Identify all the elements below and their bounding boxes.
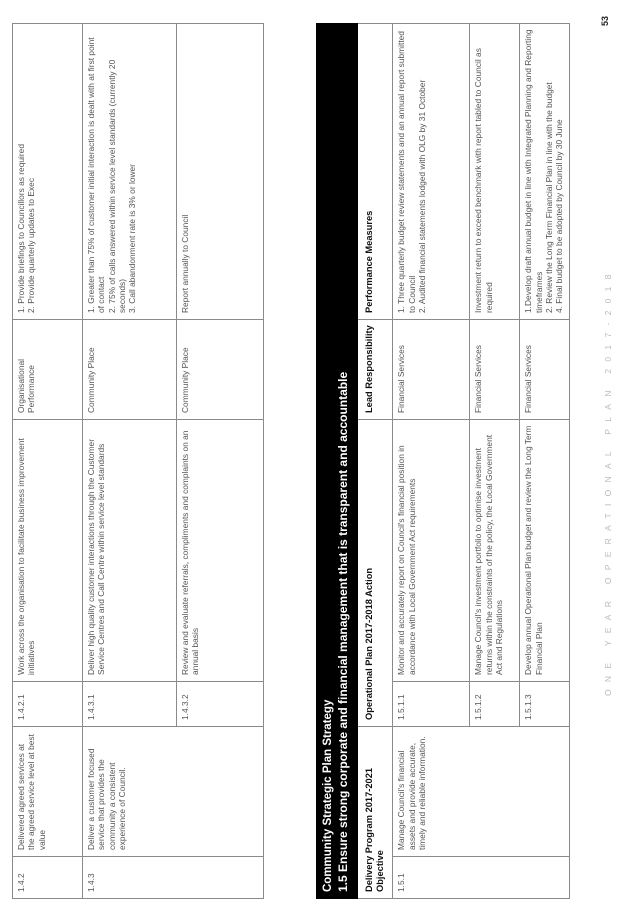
strategy-subtitle: 1.5 Ensure strong corporate and financial management that is transparent and accountable bbox=[335, 371, 350, 892]
lead-responsibility: Financial Services bbox=[393, 320, 470, 420]
header-objective: Delivery Program 2017-2021 Objective bbox=[357, 727, 393, 899]
measure-line: 2. Review the Long Term Financial Plan in line with the budget bbox=[543, 82, 554, 313]
action-text: Deliver high quality customer interactions through the Customer Service Centres and Call Centre within service level standards bbox=[83, 420, 177, 682]
action-text: Monitor and accurately report on Council's financial position in accordance with Local Government Act requirements bbox=[393, 420, 470, 682]
measure-line: 3. Call abandonment rate is 3% or lower bbox=[127, 164, 137, 313]
objective-text: Delivered agreed services at the agreed service level at best value bbox=[13, 727, 83, 857]
lead-responsibility: Community Place bbox=[177, 320, 264, 420]
performance-measures bbox=[177, 24, 264, 320]
lead-responsibility: Organisational Performance bbox=[13, 320, 83, 420]
objective-code: 1.4.2 bbox=[13, 857, 83, 899]
action-code: 1.5.1.2 bbox=[470, 682, 520, 727]
bottom-table bbox=[316, 23, 570, 899]
strategy-heading bbox=[317, 23, 358, 898]
table-row bbox=[393, 23, 470, 898]
header-action: Operational Plan 2017-2018 Action bbox=[357, 420, 393, 727]
lead-responsibility: Financial Services bbox=[470, 320, 520, 420]
action-code: 1.5.1.1 bbox=[393, 682, 470, 727]
measure-line: Investment return to exceed benchmark with report tabled to Council as required bbox=[473, 48, 494, 313]
lead-responsibility: Community Place bbox=[83, 320, 177, 420]
action-code: 1.4.3.2 bbox=[177, 682, 264, 727]
measure-line: 2. Audited financial statements lodged with OLG by 31 October bbox=[416, 79, 427, 313]
performance-measures bbox=[13, 24, 83, 320]
performance-measures bbox=[393, 23, 470, 319]
table-row bbox=[83, 24, 177, 899]
header-lead: Lead Responsibility bbox=[357, 320, 393, 420]
top-table bbox=[12, 23, 264, 899]
measure-line: Report annually to Council bbox=[180, 214, 190, 313]
header-row bbox=[357, 23, 393, 898]
objective-code: 1.4.3 bbox=[83, 857, 264, 899]
page-footer: ONE YEAR OPERATIONAL PLAN 2017-2018 bbox=[603, 267, 613, 696]
strategy-band bbox=[317, 23, 358, 898]
objective-text: Deliver a customer focused service that provides the community a consistent experience of Council. bbox=[83, 727, 264, 857]
measure-line: 1. Three quarterly budget review statements and an annual report submitted to Council bbox=[396, 31, 417, 313]
action-text: Review and evaluate referrals, compliments and complaints on an annual basis bbox=[177, 420, 264, 682]
header-measures: Performance Measures bbox=[357, 23, 393, 319]
measure-line: 1. Greater than 75% of customer initial interaction is dealt with at first point of contact bbox=[86, 37, 107, 313]
performance-measures bbox=[470, 23, 520, 319]
measure-line: 1.Develop draft annual budget in line with Integrated Planning and Reporting timeframes bbox=[523, 29, 544, 313]
measure-line: 4. Final budget to be adopted by Council by 30 June bbox=[554, 119, 565, 313]
lead-responsibility: Financial Services bbox=[520, 320, 570, 420]
action-text: Work across the organisation to facilitate business improvement initiatives bbox=[13, 420, 83, 682]
measure-line: 1. Provide briefings to Councillors as required bbox=[16, 144, 26, 313]
action-code: 1.4.3.1 bbox=[83, 682, 177, 727]
action-code: 1.5.1.3 bbox=[520, 682, 570, 727]
page-number: 53 bbox=[600, 15, 610, 26]
table-row bbox=[13, 24, 83, 899]
strategy-title: Community Strategic Plan Strategy bbox=[322, 699, 334, 892]
action-code: 1.4.2.1 bbox=[13, 682, 83, 727]
objective-code: 1.5.1 bbox=[393, 857, 570, 899]
action-text: Manage Council's investment portfolio to optimise investment returns within the constraints of the policy, the Local Government Act and Regulations bbox=[470, 420, 520, 682]
objective-text: Manage Council's financial assets and provide accurate, timely and reliable information. bbox=[393, 727, 570, 857]
measure-line: 2. 75% of calls answered within service level standards (currently 20 seconds) bbox=[106, 59, 127, 313]
performance-measures bbox=[83, 24, 177, 320]
performance-measures bbox=[520, 23, 570, 319]
action-text: Develop annual Operational Plan budget and review the Long Term Financial Plan bbox=[520, 420, 570, 682]
measure-line: 2. Provide quarterly updates to Exec bbox=[26, 177, 37, 313]
